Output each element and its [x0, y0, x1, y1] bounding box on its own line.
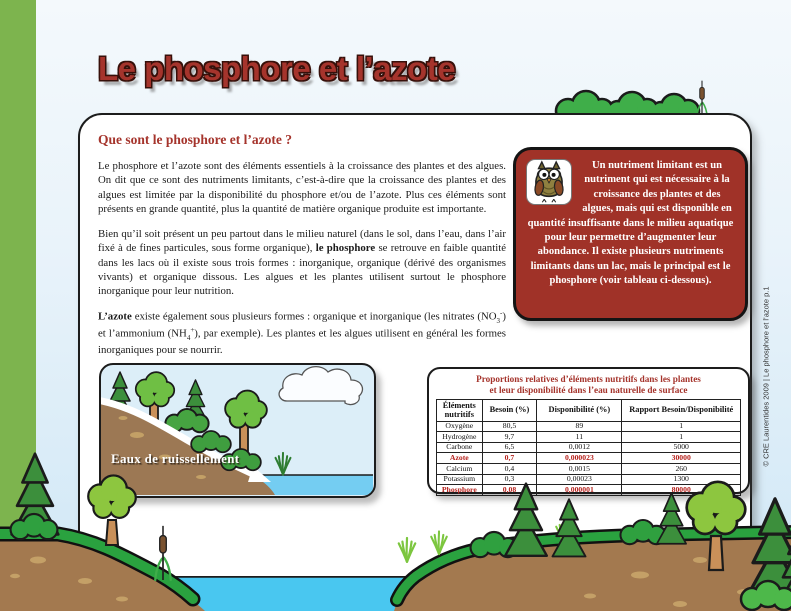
cell-besoin: 9,7 — [482, 432, 537, 443]
cell-element: Azote — [437, 453, 483, 464]
cell-rapport: 260 — [622, 464, 741, 475]
leafy-tree-icon — [136, 372, 174, 406]
section-heading: Que sont le phosphore et l’azote ? — [98, 132, 292, 147]
runoff-label: Eaux de ruissellement — [111, 451, 240, 466]
cell-besoin: 0,08 — [482, 485, 537, 496]
limiting-nutrient-callout — [513, 147, 748, 321]
cell-disponibilite: 0,00023 — [537, 474, 622, 485]
conifer-icon — [657, 493, 686, 544]
page-title: Le phosphore et l’azote — [98, 50, 456, 87]
table-row — [437, 421, 741, 432]
tree-trunk — [709, 536, 723, 570]
cell-disponibilite: 0,000001 — [537, 485, 622, 496]
cloud-icon — [279, 367, 362, 405]
paragraph-1: Le phosphore et l’azote sont des éléments essentiels à la croissance des plantes et des algues. On dit que ce sont des nutriments limitants, c’est-à-dire que la croissance des plantes et des algues est limitée par la disponibilité du phosphore et/ou de l’azote. Plus ces éléments sont présents en grande quantité, plus la quantité de matière organique produite est importante. — [98, 160, 506, 215]
cell-element: Hydrogène — [437, 432, 483, 443]
cell-besoin: 0,4 — [482, 464, 537, 475]
cell-disponibilite: 0,000023 — [537, 453, 622, 464]
cell-besoin: 80,5 — [482, 421, 537, 432]
cell-element: Carbone — [437, 442, 483, 453]
bottom-landscape-illustration — [0, 440, 791, 611]
tree-trunk — [106, 520, 118, 545]
col-header-rapport: Rapport Besoin/Disponibilité — [622, 399, 741, 421]
grass-tuft-icon — [399, 538, 416, 562]
cell-disponibilite: 0,0012 — [537, 442, 622, 453]
paragraph-2: Bien qu’il soit présent un peu partout dans le milieu naturel (dans le sol, dans l’eau, dans l’air fixé à de fines particules, sous forme organique), le phosphore se retrouve en faible quantité dans les lacs où il existe sous trois formes : inorganique, organique (dérivé des organismes vivants) et organique dissous. Les algues et les plantes utilisent surtout le phosphore inorganique pour leur nutrition. — [98, 228, 506, 297]
cell-rapport: 80000 — [622, 485, 741, 496]
cell-besoin: 0,3 — [482, 474, 537, 485]
cattail-icon — [688, 78, 716, 118]
col-header-elements: Éléments nutritifs — [437, 399, 483, 421]
cell-disponibilite: 89 — [537, 421, 622, 432]
cell-disponibilite: 0,0015 — [537, 464, 622, 475]
cell-element: Oxygène — [437, 421, 483, 432]
table-title: Proportions relatives d’éléments nutritifs dans les plantes et leur disponibilité dans l’eau naturelle de surface — [476, 374, 701, 395]
cell-rapport: 1300 — [622, 474, 741, 485]
col-header-besoin: Besoin (%) — [482, 399, 537, 421]
leafy-tree-icon — [88, 475, 136, 517]
cell-disponibilite: 11 — [537, 432, 622, 443]
cell-besoin: 0,7 — [482, 453, 537, 464]
col-header-disponibilite: Disponibilité (%) — [537, 399, 622, 421]
cell-rapport: 1 — [622, 432, 741, 443]
cell-element: Phosphore — [437, 485, 483, 496]
paragraph-3: L’azote existe également sous plusieurs formes : organique et inorganique (les nitrates $(NO_3^-)$ et l’ammonium $(NH_4^+)$, par exemple). Les plantes et les algues utilisent en général les formes inorganiques pour se nourrir. — [98, 309, 506, 357]
cell-element: Potassium — [437, 474, 483, 485]
right-bank-soil — [394, 536, 791, 611]
body-text — [98, 159, 506, 368]
cell-besoin: 6,5 — [482, 442, 537, 453]
cell-rapport: 30000 — [622, 453, 741, 464]
grass-tuft-icon — [431, 531, 447, 554]
cell-rapport: 1 — [622, 421, 741, 432]
cell-rapport: 5000 — [622, 442, 741, 453]
owl-icon — [526, 159, 572, 205]
leafy-tree-icon — [687, 482, 746, 534]
callout-text: Un nutriment limitant est un nutriment qui est nécessaire à la croissance des plantes et des algues, mais qui est disponible en quantité insuffisante dans le milieu aquatique pour leur permettre d’augmenter leur abondance. Il existe plusieurs nutriments limitants dans un lac, mais le principal est le phosphore (voir tableau ci-dessous). — [527, 160, 734, 287]
page-credit: © CRE Laurentides 2009 | Le phosphore et l’azote p.1 — [761, 286, 771, 467]
leafy-tree-icon — [225, 391, 267, 428]
cell-element: Calcium — [437, 464, 483, 475]
conifer-icon — [505, 484, 547, 556]
table-header-row — [437, 399, 741, 421]
